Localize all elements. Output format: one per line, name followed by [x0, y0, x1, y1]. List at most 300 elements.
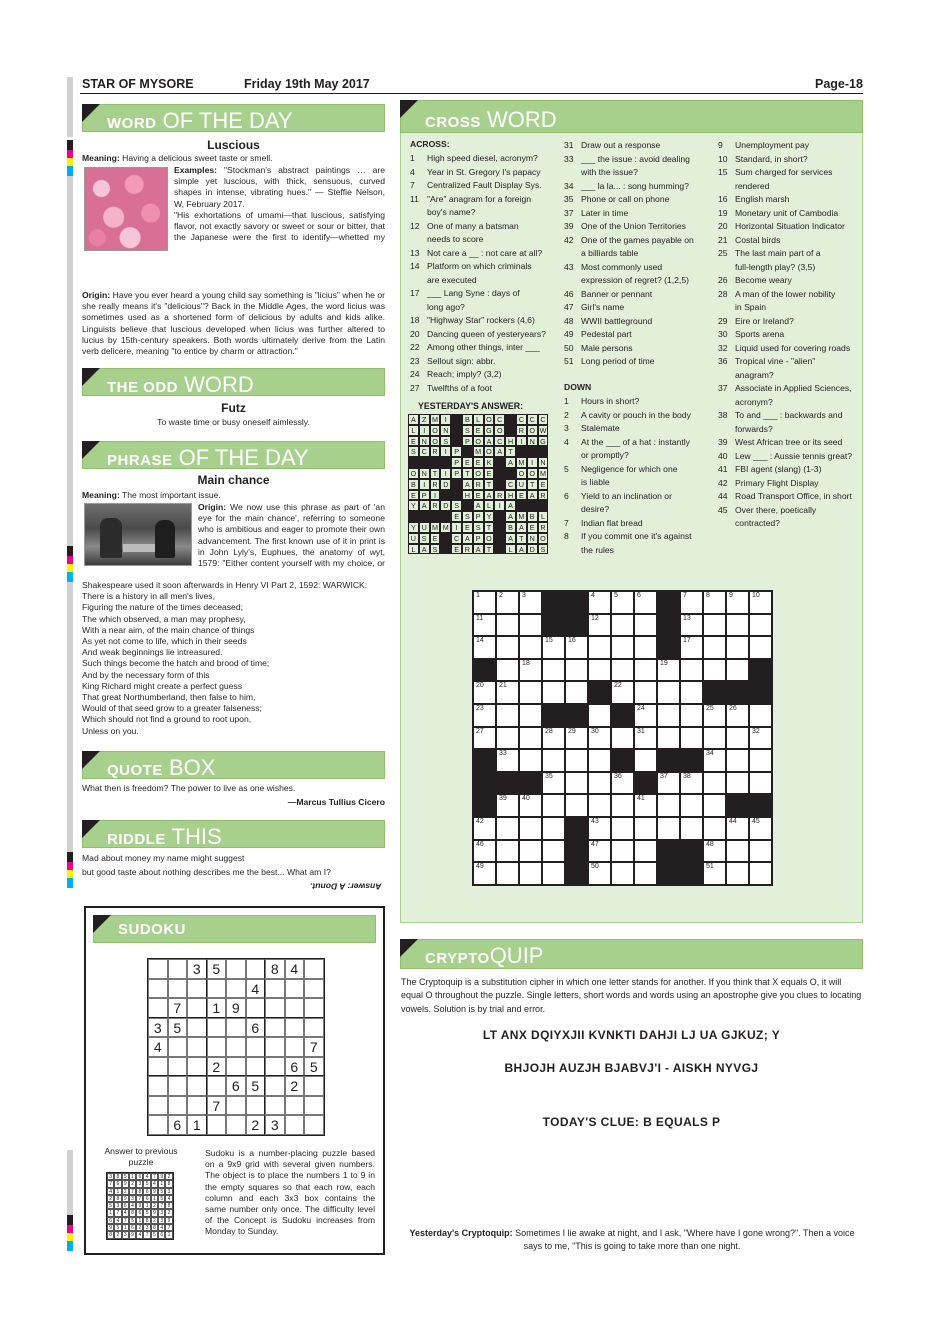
cell-number: 37	[660, 772, 668, 780]
sudoku-cell[interactable]	[148, 979, 168, 999]
crossword-cell[interactable]	[519, 591, 542, 614]
crossword-cell	[657, 636, 680, 659]
crossword-cell[interactable]	[473, 727, 496, 750]
sudoku-cell[interactable]	[304, 1076, 324, 1096]
sudoku-cell[interactable]: 6	[246, 1018, 266, 1038]
clue-text: Not care a __ : not care at all?	[427, 247, 543, 258]
sudoku-cell[interactable]: 4	[148, 1037, 168, 1057]
crossword-cell[interactable]	[703, 840, 726, 863]
crossword-cell[interactable]	[496, 862, 519, 885]
sudoku-cell[interactable]	[168, 1057, 188, 1077]
sudoku-cell[interactable]	[285, 1037, 305, 1057]
figure-shape	[155, 520, 175, 558]
crossword-cell[interactable]	[588, 704, 611, 727]
clue-text: Among other things, inter ___	[427, 342, 540, 352]
yesterday-cell	[430, 457, 441, 468]
sudoku-cell[interactable]: 9	[226, 998, 246, 1018]
sudoku-cell[interactable]	[187, 1037, 207, 1057]
crossword-cell[interactable]	[611, 591, 634, 614]
sudoku-cell[interactable]: 2	[285, 1076, 305, 1096]
sudoku-cell[interactable]	[265, 1057, 285, 1077]
sudoku-cell[interactable]	[187, 1057, 207, 1077]
crossword-cell[interactable]	[565, 681, 588, 704]
crossword-cell[interactable]	[565, 636, 588, 659]
crossword-cell[interactable]	[473, 681, 496, 704]
sudoku-cell[interactable]	[148, 1096, 168, 1116]
answer-cell: 7	[136, 1195, 143, 1202]
crossword-cell[interactable]	[496, 817, 519, 840]
sudoku-cell[interactable]: 1	[187, 1115, 207, 1135]
crossword-cell[interactable]	[726, 862, 749, 885]
sudoku-cell[interactable]	[285, 1096, 305, 1116]
sudoku-cell[interactable]	[265, 998, 285, 1018]
crossword-cell[interactable]	[473, 636, 496, 659]
crossword-cell[interactable]	[542, 636, 565, 659]
yesterday-cell: O	[484, 533, 495, 544]
yesterday-cell	[451, 414, 462, 425]
sudoku-cell[interactable]: 8	[265, 959, 285, 979]
crossword-cell[interactable]	[634, 749, 657, 772]
sudoku-cell[interactable]	[187, 1018, 207, 1038]
crossword-cell[interactable]	[749, 614, 772, 637]
origin-label: Origin:	[82, 290, 111, 300]
sudoku-cell[interactable]: 6	[168, 1115, 188, 1135]
answer-cell: 1	[151, 1195, 158, 1202]
sudoku-cell[interactable]	[226, 1057, 246, 1077]
clue-row	[410, 193, 555, 207]
sudoku-cell[interactable]	[148, 998, 168, 1018]
crossword-cell[interactable]	[611, 727, 634, 750]
crossword-cell[interactable]	[749, 636, 772, 659]
clue-row	[564, 328, 709, 342]
crossword-cell[interactable]	[519, 794, 542, 817]
clue-row	[410, 152, 555, 166]
crossword-cell[interactable]	[519, 614, 542, 637]
sudoku-cell[interactable]	[148, 959, 168, 979]
sudoku-cell[interactable]: 5	[304, 1057, 324, 1077]
crossword-cell[interactable]	[634, 591, 657, 614]
yesterday-cell: P	[451, 457, 462, 468]
crossword-cell[interactable]	[680, 817, 703, 840]
cell-number: 30	[591, 727, 599, 735]
crossword-cell[interactable]	[496, 636, 519, 659]
sudoku-cell[interactable]: 4	[246, 979, 266, 999]
crossword-cell[interactable]	[565, 794, 588, 817]
crossword-cell[interactable]	[657, 659, 680, 682]
sudoku-cell[interactable]	[304, 1018, 324, 1038]
crossword-cell[interactable]	[680, 614, 703, 637]
yesterday-cell: I	[440, 414, 451, 425]
crossword-cell[interactable]	[542, 659, 565, 682]
quote-text: What then is freedom? The power to live as one wishes.	[82, 783, 296, 793]
crossword-cell[interactable]	[657, 794, 680, 817]
clue-row	[564, 463, 709, 477]
crossword-cell[interactable]	[611, 840, 634, 863]
crossword-cell[interactable]	[726, 817, 749, 840]
cell-number: 39	[499, 795, 507, 803]
answer-cell: 1	[136, 1217, 143, 1224]
clue-row	[410, 382, 555, 396]
crossword-cell[interactable]	[565, 727, 588, 750]
crossword-cell[interactable]	[588, 727, 611, 750]
answer-cell: 3	[129, 1195, 136, 1202]
sudoku-cell[interactable]	[304, 998, 324, 1018]
crossword-cell[interactable]	[519, 727, 542, 750]
sudoku-cell[interactable]	[187, 998, 207, 1018]
crossword-cell[interactable]	[611, 681, 634, 704]
clue-row	[718, 436, 860, 450]
odd-word-title: Futz	[221, 401, 246, 415]
sudoku-cell[interactable]	[226, 959, 246, 979]
crossword-cell[interactable]	[703, 636, 726, 659]
answer-cell: 5	[122, 1173, 129, 1180]
sudoku-cell[interactable]: 7	[304, 1037, 324, 1057]
crossword-cell[interactable]	[726, 840, 749, 863]
crossword-cell[interactable]	[496, 794, 519, 817]
sudoku-cell[interactable]: 2	[246, 1115, 266, 1135]
crossword-cell[interactable]	[519, 681, 542, 704]
crossword-cell[interactable]	[749, 591, 772, 614]
crossword-cell[interactable]	[473, 817, 496, 840]
poem-line: Would of that seed grow to a greater falseness;	[82, 703, 262, 714]
crossword-cell[interactable]	[519, 636, 542, 659]
sudoku-cell[interactable]	[226, 1096, 246, 1116]
sudoku-cell[interactable]	[246, 998, 266, 1018]
clue-number: 23	[410, 355, 420, 366]
crossword-cell[interactable]	[611, 772, 634, 795]
crossword-cell[interactable]	[657, 704, 680, 727]
crossword-cell[interactable]	[634, 659, 657, 682]
answer-cell: 1	[122, 1224, 129, 1231]
crossword-cell[interactable]	[726, 772, 749, 795]
sudoku-cell[interactable]	[207, 1076, 227, 1096]
sudoku-cell[interactable]	[226, 1115, 246, 1135]
crossword-cell[interactable]	[588, 614, 611, 637]
sudoku-cell[interactable]: 4	[285, 959, 305, 979]
poem-line: And weak beginnings lie intreasured.	[82, 647, 223, 658]
sudoku-cell[interactable]	[304, 1115, 324, 1135]
sudoku-cell[interactable]	[207, 1115, 227, 1135]
clue-text: Male persons	[581, 342, 633, 353]
crossword-cell[interactable]	[703, 704, 726, 727]
banner-big-text: OF THE DAY	[172, 445, 309, 470]
crossword-cell[interactable]	[726, 614, 749, 637]
clue-row	[564, 355, 709, 369]
crossword-cell[interactable]	[634, 727, 657, 750]
sudoku-cell[interactable]	[168, 979, 188, 999]
crossword-cell[interactable]	[542, 862, 565, 885]
sudoku-cell[interactable]	[226, 979, 246, 999]
clue-number: 33	[564, 153, 574, 164]
crossword-cell[interactable]	[726, 591, 749, 614]
crossword-cell[interactable]	[588, 794, 611, 817]
clue-text: Later in time	[581, 207, 629, 218]
crossword-cell[interactable]	[657, 681, 680, 704]
crossword-banner	[400, 100, 863, 133]
sudoku-cell[interactable]: 7	[207, 1096, 227, 1116]
answer-cell: 2	[107, 1195, 114, 1202]
crossword-cell[interactable]	[496, 659, 519, 682]
sudoku-cell[interactable]	[207, 979, 227, 999]
crossword-cell[interactable]	[726, 636, 749, 659]
sudoku-cell[interactable]	[207, 1018, 227, 1038]
crossword-cell[interactable]	[496, 727, 519, 750]
crossword-cell[interactable]	[473, 862, 496, 885]
crossword-cell[interactable]	[703, 862, 726, 885]
sudoku-cell[interactable]	[285, 998, 305, 1018]
crossword-cell[interactable]	[542, 727, 565, 750]
examples-text: "Stockman's abstract paintings … are simple yet luscious, with thick, sensuous, curved shapes in intense, vibrating hues." — Steffie Nelson, W, February 2017.	[174, 165, 385, 209]
sudoku-cell[interactable]	[246, 1037, 266, 1057]
crossword-cell[interactable]	[588, 817, 611, 840]
yesterday-cell: T	[484, 544, 495, 555]
clue-text: Stalemate	[581, 423, 620, 433]
crossword-cell[interactable]	[473, 614, 496, 637]
sudoku-cell[interactable]	[265, 1018, 285, 1038]
clue-text-cont: boy's name?	[427, 207, 476, 217]
sudoku-cell[interactable]: 3	[148, 1018, 168, 1038]
sudoku-cell[interactable]	[285, 979, 305, 999]
crossword-cell[interactable]	[680, 591, 703, 614]
clue-text: A man of the lower nobility	[735, 288, 836, 299]
sudoku-cell[interactable]: 3	[265, 1115, 285, 1135]
crossword-cell[interactable]	[749, 727, 772, 750]
crossword-cell[interactable]	[496, 591, 519, 614]
crossword-cell[interactable]	[588, 772, 611, 795]
sudoku-cell[interactable]	[148, 1115, 168, 1135]
crossword-cell[interactable]	[726, 659, 749, 682]
crossword-cell[interactable]	[749, 817, 772, 840]
crossword-cell[interactable]	[496, 840, 519, 863]
crossword-cell[interactable]	[519, 840, 542, 863]
yesterday-cell	[538, 446, 549, 457]
sudoku-cell[interactable]	[285, 1018, 305, 1038]
sudoku-cell[interactable]: 6	[285, 1057, 305, 1077]
sudoku-cell[interactable]	[226, 1037, 246, 1057]
yesterday-cell: A	[484, 436, 495, 447]
crossword-cell[interactable]	[749, 862, 772, 885]
crossword-cell[interactable]	[749, 749, 772, 772]
crossword-cell[interactable]	[726, 749, 749, 772]
clue-row	[718, 463, 860, 477]
sudoku-cell[interactable]	[246, 1096, 266, 1116]
crossword-cell[interactable]	[496, 614, 519, 637]
crossword-cell[interactable]	[726, 704, 749, 727]
crossword-cell[interactable]	[542, 772, 565, 795]
sudoku-cell[interactable]: 5	[246, 1076, 266, 1096]
sudoku-cell[interactable]: 3	[187, 959, 207, 979]
side-bar	[67, 77, 73, 137]
clue-text: One of the games payable on	[581, 234, 694, 245]
crossword-cell[interactable]	[680, 681, 703, 704]
sudoku-cell[interactable]	[168, 1096, 188, 1116]
cell-number: 27	[476, 727, 484, 735]
clue-text: A cavity or pouch in the body	[581, 409, 691, 420]
crossword-cell[interactable]	[542, 794, 565, 817]
yesterday-cell: A	[419, 500, 430, 511]
crossword-cell[interactable]	[588, 862, 611, 885]
crossword-cell[interactable]	[473, 591, 496, 614]
crossword-cell[interactable]	[657, 817, 680, 840]
sudoku-cell[interactable]	[265, 1037, 285, 1057]
crossword-cell[interactable]	[634, 681, 657, 704]
sudoku-cell[interactable]	[265, 1096, 285, 1116]
poem-line: King Richard might create a perfect guess	[82, 680, 243, 691]
crossword-cell[interactable]	[726, 727, 749, 750]
clue-number: 13	[410, 247, 420, 258]
cmyk-mark	[67, 158, 73, 166]
sudoku-cell[interactable]	[168, 1037, 188, 1057]
yesterday-cell: E	[473, 425, 484, 436]
sudoku-cell[interactable]	[226, 1018, 246, 1038]
crossword-cell[interactable]	[680, 727, 703, 750]
sudoku-cell[interactable]: 1	[207, 998, 227, 1018]
clue-row	[564, 180, 709, 194]
crossword-cell[interactable]	[703, 614, 726, 637]
sudoku-cell[interactable]: 7	[168, 998, 188, 1018]
sudoku-answer-grid	[106, 1172, 174, 1240]
crossword-cell[interactable]	[611, 794, 634, 817]
crossword-cell[interactable]	[588, 840, 611, 863]
crossword-cell[interactable]	[703, 591, 726, 614]
crossword-cell[interactable]	[680, 636, 703, 659]
crossword-cell[interactable]	[588, 749, 611, 772]
sudoku-cell[interactable]: 6	[226, 1076, 246, 1096]
clue-text: Twelfths of a foot	[427, 382, 492, 393]
yesterday-cell: L	[408, 544, 419, 555]
crossword-cell[interactable]	[703, 794, 726, 817]
sudoku-cell[interactable]	[304, 959, 324, 979]
crossword-cell[interactable]	[634, 636, 657, 659]
crossword-cell[interactable]	[611, 817, 634, 840]
crossword-cell[interactable]	[657, 727, 680, 750]
sudoku-cell[interactable]	[265, 979, 285, 999]
sudoku-cell[interactable]	[187, 1076, 207, 1096]
answer-cell: 5	[143, 1209, 150, 1216]
sudoku-cell[interactable]	[304, 979, 324, 999]
sudoku-cell[interactable]: 2	[207, 1057, 227, 1077]
clue-text: Sports arena	[735, 329, 785, 339]
crossword-cell[interactable]	[680, 794, 703, 817]
crossword-cell[interactable]	[703, 749, 726, 772]
crossword-cell[interactable]	[611, 614, 634, 637]
crossword-cell[interactable]	[634, 704, 657, 727]
yesterday-cell: L	[408, 425, 419, 436]
crossword-cell[interactable]	[703, 817, 726, 840]
cmyk-mark	[67, 166, 73, 176]
yesterday-cell: A	[505, 500, 516, 511]
crossword-cell[interactable]	[519, 817, 542, 840]
clue-row	[718, 288, 860, 302]
yesterday-cell: B	[462, 414, 473, 425]
crossword-cell[interactable]	[611, 636, 634, 659]
crossword-cell[interactable]	[496, 681, 519, 704]
crossword-cell[interactable]	[565, 772, 588, 795]
sudoku-grid[interactable]	[147, 958, 325, 1136]
poem-line: The which observed, a man may prophesy,	[82, 613, 246, 624]
side-bar	[67, 1150, 73, 1215]
crossword-cell[interactable]	[634, 817, 657, 840]
crossword-cell[interactable]	[634, 614, 657, 637]
answer-cell: 5	[114, 1224, 121, 1231]
crossword-cell[interactable]	[496, 704, 519, 727]
crossword-cell[interactable]	[749, 772, 772, 795]
crossword-cell[interactable]	[749, 840, 772, 863]
crossword-cell[interactable]	[565, 749, 588, 772]
yesterday-cell	[451, 425, 462, 436]
sudoku-cell[interactable]: 5	[168, 1018, 188, 1038]
clue-text: Long period of time	[581, 356, 655, 366]
crossword-cell[interactable]	[519, 704, 542, 727]
yesterday-cell: C	[419, 446, 430, 457]
crossword-cell[interactable]	[657, 772, 680, 795]
crossword-cell[interactable]	[634, 840, 657, 863]
crossword-cell[interactable]	[542, 681, 565, 704]
sudoku-cell[interactable]	[246, 1057, 266, 1077]
sudoku-cell[interactable]	[207, 1037, 227, 1057]
crossword-cell[interactable]	[588, 591, 611, 614]
crossword-cell[interactable]	[634, 794, 657, 817]
crossword-cell[interactable]	[542, 840, 565, 863]
crossword-cell[interactable]	[634, 862, 657, 885]
clue-row	[718, 247, 860, 261]
crossword-cell[interactable]	[588, 636, 611, 659]
crossword-cell[interactable]	[680, 772, 703, 795]
cell-number: 6	[637, 592, 641, 599]
crossword-cell[interactable]	[542, 817, 565, 840]
clue-row	[564, 436, 709, 450]
crossword-cell[interactable]	[703, 727, 726, 750]
sudoku-cell[interactable]	[187, 1096, 207, 1116]
crossword-cell[interactable]	[496, 749, 519, 772]
clue-row	[564, 530, 709, 544]
crossword-cell[interactable]	[611, 862, 634, 885]
sudoku-cell[interactable]	[168, 1076, 188, 1096]
yesterday-cell: M	[538, 468, 549, 479]
crossword-cell[interactable]	[565, 659, 588, 682]
crossword-cell[interactable]	[473, 704, 496, 727]
crossword-cell[interactable]	[703, 659, 726, 682]
crossword-cell[interactable]	[611, 659, 634, 682]
crossword-grid[interactable]	[472, 590, 773, 886]
sudoku-cell[interactable]	[187, 979, 207, 999]
sudoku-cell[interactable]	[246, 959, 266, 979]
crossword-cell[interactable]	[703, 772, 726, 795]
yesterday-cell: W	[539, 425, 547, 435]
crossword-cell[interactable]	[749, 704, 772, 727]
crossword-cell[interactable]	[680, 704, 703, 727]
sudoku-cell[interactable]	[148, 1057, 168, 1077]
sudoku-cell[interactable]: 5	[207, 959, 227, 979]
clue-number: 42	[564, 234, 574, 245]
crossword-cell[interactable]	[519, 749, 542, 772]
crossword-cell[interactable]	[542, 749, 565, 772]
crossword-cell	[542, 614, 565, 637]
crossword-cell[interactable]	[473, 840, 496, 863]
crossword-cell[interactable]	[680, 659, 703, 682]
sudoku-cell[interactable]	[265, 1076, 285, 1096]
sudoku-cell[interactable]	[168, 959, 188, 979]
crossword-cell[interactable]	[519, 862, 542, 885]
yesterday-cell: E	[430, 533, 441, 544]
sudoku-cell[interactable]	[285, 1115, 305, 1135]
crossword-cell[interactable]	[588, 659, 611, 682]
sudoku-cell[interactable]	[148, 1076, 168, 1096]
sudoku-cell[interactable]	[304, 1096, 324, 1116]
clue-number: 43	[564, 261, 574, 272]
clue-number: 44	[718, 491, 728, 501]
crossword-cell[interactable]	[519, 659, 542, 682]
